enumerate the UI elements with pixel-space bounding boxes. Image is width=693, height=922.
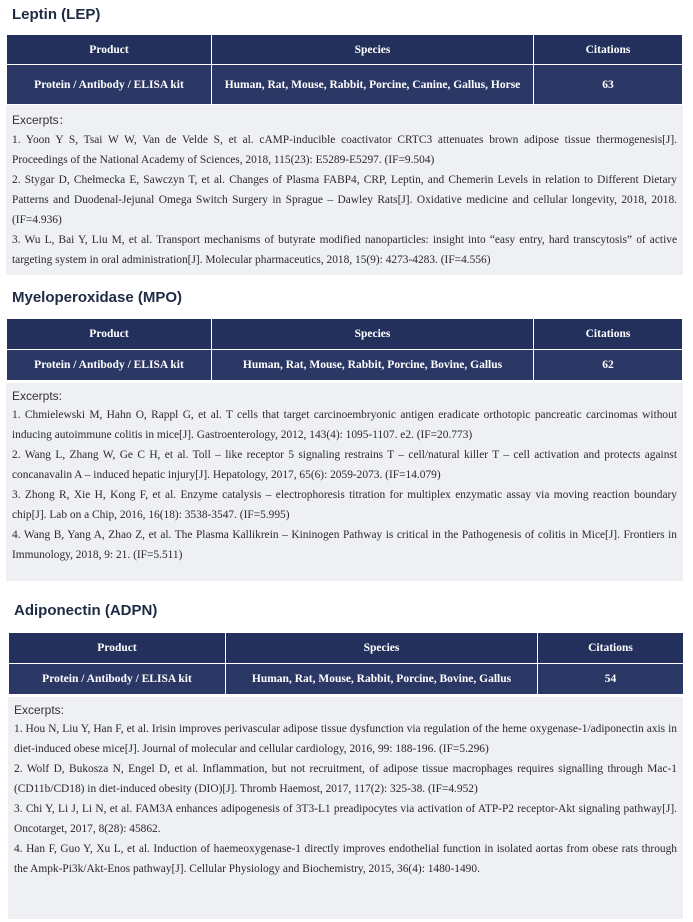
leptin-table — [6, 34, 683, 105]
cell-citations: 63 — [534, 65, 683, 105]
cell-product: Protein / Antibody / ELISA kit — [7, 350, 212, 381]
header-product: Product — [7, 319, 212, 350]
reference-item: 2. Stygar D, Chełmecka E, Sawczyn T, et al. Changes of Plasma FABP4, CRP, Leptin, and Chemerin Levels in relation to Different Dietary Patterns and Duodenal-Jejunal Omega Switch Surgery in Sprague – Dawley Rats[J]. Oxidative medicine and cellular longevity, 2018, 2018. (IF=4.936) — [12, 174, 677, 226]
excerpts-label: Excerpts: — [14, 703, 65, 717]
reference-item: 3. Wu L, Bai Y, Liu M, et al. Transport mechanisms of butyrate modified nanoparticles: insight into “easy entry, hard transcytosis” of active targeting system in oral administration[J]. Molecular pharmaceutics, 2018, 15(9): 4273-4283. (IF=4.556) — [12, 234, 677, 266]
header-citations: Citations — [538, 633, 684, 664]
header-species: Species — [212, 319, 534, 350]
header-product: Product — [7, 35, 212, 65]
header-species: Species — [226, 633, 538, 664]
cell-species: Human, Rat, Mouse, Rabbit, Porcine, Bovine, Gallus — [212, 350, 534, 381]
reference-item: 2. Wang L, Zhang W, Ge C H, et al. Toll – like receptor 5 signaling restrains T – cell/natural killer T – cell activation and protects against concanavalin A – induced hepatic injury[J]. Hepatology, 2017, 65(6): 2059-2073. (IF=14.079) — [12, 449, 677, 481]
reference-item: 1. Yoon Y S, Tsai W W, Van de Velde S, et al. cAMP-inducible coactivator CRTC3 attenuates brown adipose tissue thermogenesis[J]. Proceedings of the National Academy of Sciences, 2018, 115(23): E5289-E5297. (IF=9.504) — [12, 134, 677, 166]
mpo-table — [6, 318, 683, 381]
excerpts-panel-adpn — [8, 697, 683, 919]
cell-citations: 54 — [538, 664, 684, 695]
reference-item: 3. Zhong R, Xie H, Kong F, et al. Enzyme catalysis – electrophoresis titration for multiplex enzymatic assay via moving reaction boundary chip[J]. Lab on a Chip, 2016, 16(18): 3538-3547. (IF=5.995) — [12, 489, 677, 521]
header-citations: Citations — [534, 319, 683, 350]
reference-item: 4. Wang B, Yang A, Zhao Z, et al. The Plasma Kallikrein – Kininogen Pathway is critical in the Pathogenesis of colitis in Mice[J]. Frontiers in Immunology, 2018, 9: 21. (IF=5.511) — [12, 529, 677, 561]
cell-product: Protein / Antibody / ELISA kit — [9, 664, 226, 695]
excerpts-label: Excerpts: — [12, 389, 63, 403]
header-species: Species — [212, 35, 534, 65]
reference-item: 1. Chmielewski M, Hahn O, Rappl G, et al. T cells that target carcinoembryonic antigen eradicate orthotopic pancreatic carcinomas without inducing autoimmune colitis in mice[J]. Gastroenterology, 2012, 143(4): 1095-1107. e2. (IF=20.773) — [12, 409, 677, 441]
cell-species: Human, Rat, Mouse, Rabbit, Porcine, Bovine, Gallus — [226, 664, 538, 695]
adpn-table — [8, 632, 684, 695]
reference-item: 1. Hou N, Liu Y, Han F, et al. Irisin improves perivascular adipose tissue dysfunction via regulation of the heme oxygenase-1/adiponectin axis in diet-induced obese mice[J]. Journal of molecular and cellular cardiology, 2016, 99: 188-196. (IF=5.296) — [14, 723, 677, 755]
reference-item: 2. Wolf D, Bukosza N, Engel D, et al. Inflammation, but not recruitment, of adipose tissue macrophages requires signalling through Mac-1 (CD11b/CD18) in diet-induced obesity (DIO)[J]. Thromb Haemost, 2017, 117(2): 325-38. (IF=4.952) — [14, 763, 677, 795]
reference-item: 3. Chi Y, Li J, Li N, et al. FAM3A enhances adipogenesis of 3T3-L1 preadipocytes via activation of ATP-P2 receptor-Akt signaling pathway[J]. Oncotarget, 2017, 8(28): 45862. — [14, 803, 677, 835]
section-title-adpn: Adiponectin (ADPN) — [14, 602, 158, 619]
cell-product: Protein / Antibody / ELISA kit — [7, 65, 212, 105]
excerpts-panel-leptin — [6, 105, 683, 275]
header-product: Product — [9, 633, 226, 664]
header-citations: Citations — [534, 35, 683, 65]
section-title-mpo: Myeloperoxidase (MPO) — [12, 289, 183, 306]
cell-species: Human, Rat, Mouse, Rabbit, Porcine, Canine, Gallus, Horse — [212, 65, 534, 105]
section-title-leptin: Leptin (LEP) — [12, 6, 101, 23]
cell-citations: 62 — [534, 350, 683, 381]
excerpts-label: Excerpts： — [12, 113, 71, 127]
reference-item: 4. Han F, Guo Y, Xu L, et al. Induction of haemeoxygenase-1 directly improves endothelial function in isolated aortas from obese rats through the Ampk-Pi3k/Akt-Enos pathway[J]. Cellular Physiology and Biochemistry, 2015, 36(4): 1480-1490. — [14, 843, 677, 875]
excerpts-panel-mpo — [6, 383, 683, 581]
